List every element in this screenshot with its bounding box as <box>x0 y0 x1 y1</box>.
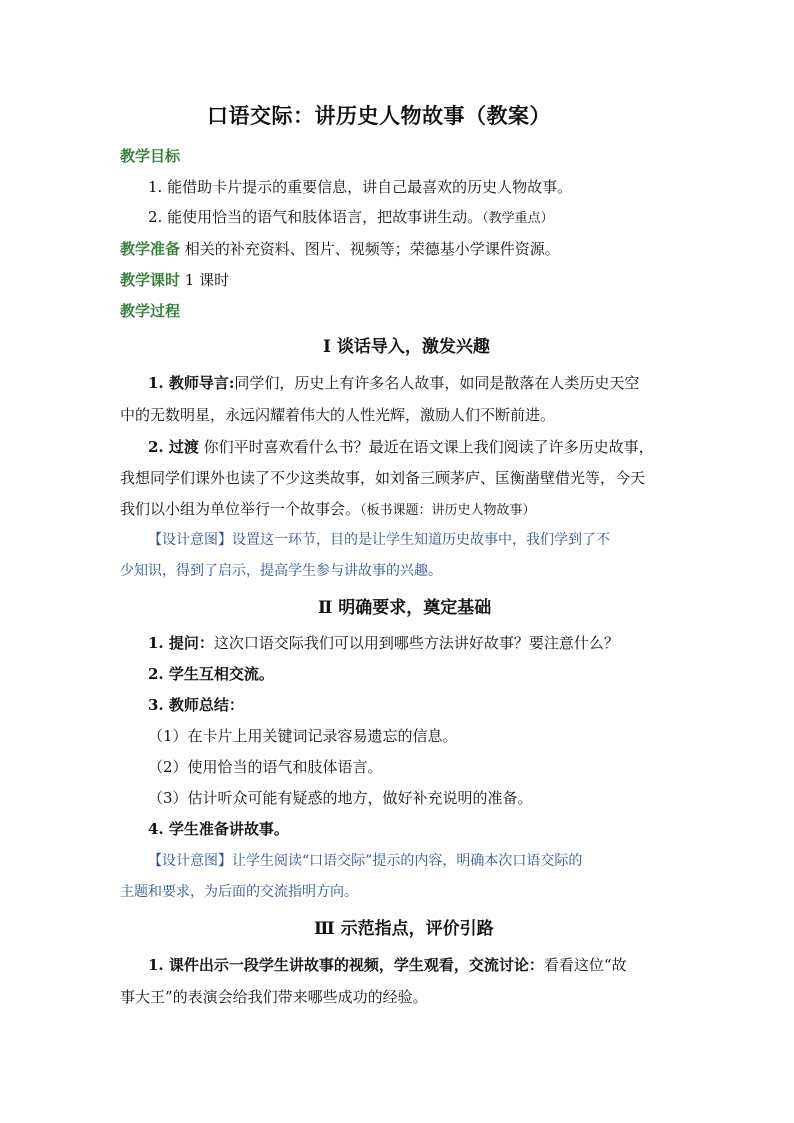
board-note: （板书课题：讲历史人物故事） <box>360 503 536 518</box>
hours-label: 教学课时 <box>120 271 181 289</box>
section-1-p2-line1 <box>148 437 654 457</box>
section-2-heading: Ⅱ 明确要求，奠定基础 <box>318 598 492 618</box>
summary-point-2: （2）使用恰当的语气和肢体语言。 <box>148 758 383 776</box>
hours-row <box>120 270 229 290</box>
section-1-p1-line1 <box>148 373 639 393</box>
transition-text: 你们平时喜欢看什么书？最近在语文课上我们阅读了许多历史故事， <box>203 438 654 456</box>
objectives-label: 教学目标 <box>120 147 181 165</box>
section-3-p1-line1 <box>148 955 627 975</box>
section-1-p2-line2: 我想同学们课外也读了不少这类故事，如刘备三顾茅庐、匡衡凿壁借光等，今天 <box>120 469 646 487</box>
section-3-heading: Ⅲ 示范指点，评价引路 <box>314 919 494 939</box>
transition-lead: 2. 过渡 <box>148 438 199 456</box>
section-1-p2-line3 <box>120 499 536 521</box>
video-lead: 1. 课件出示一段学生讲故事的视频，学生观看，交流讨论： <box>148 956 544 974</box>
document-title: 口语交际：讲历史人物故事（教案） <box>207 103 551 128</box>
teacher-intro-lead: 1. 教师导言: <box>148 374 235 392</box>
section-3-p1-line2: 事大王”的表演会给我们带来哪些成功的经验。 <box>120 988 428 1006</box>
transition-text-end: 我们以小组为单位举行一个故事会。 <box>120 500 361 518</box>
preparation-label: 教学准备 <box>120 240 181 258</box>
section-1-p1-line2: 中的无数明星，永远闪耀着伟大的人性光辉，激励人们不断前进。 <box>120 406 556 424</box>
key-point-note: （教学重点） <box>482 211 554 226</box>
summary-point-1: （1）在卡片上用关键词记录容易遗忘的信息。 <box>148 727 458 745</box>
objective-2-text: 2. 能使用恰当的语气和肢体语言，把故事讲生动。 <box>148 208 483 226</box>
objective-2 <box>148 207 554 229</box>
section-1-heading: Ⅰ 谈话导入，激发兴趣 <box>323 337 490 357</box>
question-text: 这次口语交际我们可以用到哪些方法讲好故事？要注意什么？ <box>213 634 619 652</box>
objective-1: 1. 能借助卡片提示的重要信息，讲自己最喜欢的历史人物故事。 <box>148 178 573 196</box>
question-lead: 1. 提问： <box>148 634 214 652</box>
hours-text: 1 课时 <box>184 271 230 289</box>
section-2-item-2: 2. 学生互相交流。 <box>148 665 274 683</box>
video-text: 看看这位“故 <box>543 956 627 974</box>
section-2-item-3: 3. 教师总结： <box>148 696 244 714</box>
section-2-intent-line2: 主题和要求，为后面的交流指明方向。 <box>120 884 358 900</box>
process-label: 教学过程 <box>120 302 181 320</box>
section-1-intent-line2: 少知识，得到了启示，提高学生参与讲故事的兴趣。 <box>120 563 442 579</box>
summary-point-3: （3）估计听众可能有疑惑的地方，做好补充说明的准备。 <box>148 789 533 807</box>
teacher-intro-text: 同学们，历史上有许多名人故事，如同是散落在人类历史天空 <box>234 374 640 392</box>
section-2-item-1 <box>148 633 619 653</box>
preparation-row <box>120 239 560 259</box>
preparation-text: 相关的补充资料、图片、视频等；荣德基小学课件资源。 <box>184 240 560 258</box>
section-1-intent-line1: 【设计意图】设置这一环节，目的是让学生知道历史故事中，我们学到了不 <box>148 532 610 548</box>
section-2-item-4: 4. 学生准备讲故事。 <box>148 820 289 838</box>
section-2-intent-line1: 【设计意图】让学生阅读“口语交际”提示的内容，明确本次口语交际的 <box>148 853 583 869</box>
